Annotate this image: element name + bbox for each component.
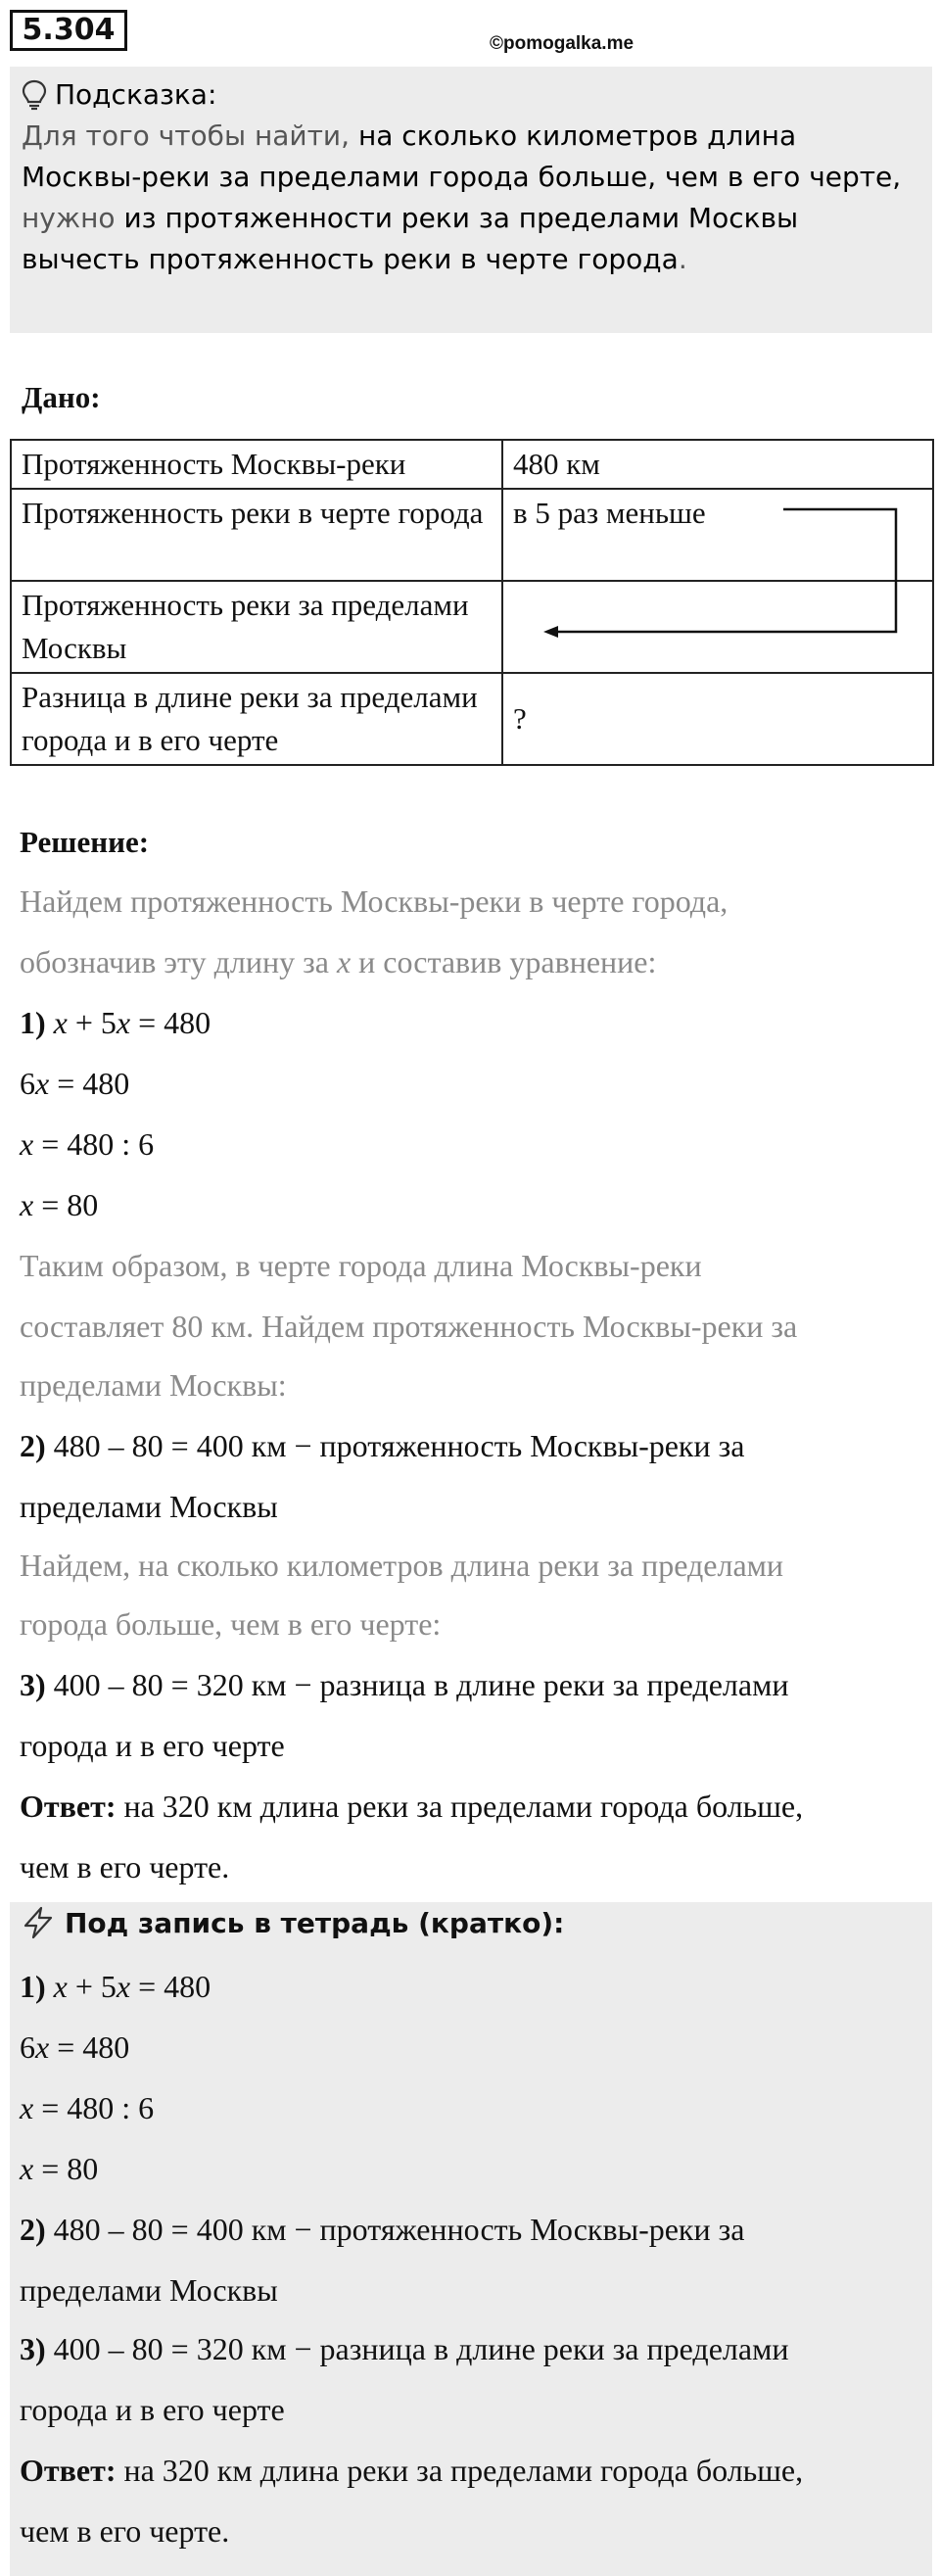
solution-text: 400 – 80 = 320 км − разница в длине реки за пределами [45,1667,789,1702]
solution-step [20,2212,744,2248]
solution-text: Таким образом, в черте города длина Москвы-реки [20,1248,702,1283]
given-label: Протяженность Москвы-реки [11,440,502,489]
variable: x [53,1969,68,2004]
solution-text: пределами Москвы [20,1489,278,1524]
step-label: 1) [20,1969,46,2004]
lightbulb-icon [22,79,47,111]
solution-step [20,1428,744,1464]
equation-text: = 480 [130,1969,212,2004]
hint-text: на сколько километров длина [357,119,797,152]
solution-text: и составив уравнение: [351,944,657,979]
hint-line-4 [22,239,920,280]
equation [20,2090,154,2126]
equation-text: + 5 [67,1969,117,2004]
equation-text: 6 [20,1066,35,1101]
answer-label: Ответ: [20,1789,117,1824]
solution-text: 400 – 80 = 320 км − разница в длине реки за пределами [45,2331,789,2366]
relation-arrow [509,490,911,646]
solution-text: составляет 80 км. Найдем протяженность Москвы-реки за [20,1309,798,1344]
solution-text: обозначив эту длину за [20,944,337,979]
variable: x [20,1126,34,1162]
solution-text: Найдем протяженность Москвы-реки в черте города, [20,883,728,919]
equation-text: 6 [20,2029,35,2065]
hint-text: из протяженности реки за пределами Москвы [123,202,799,234]
equation-text: = 480 : 6 [33,1126,155,1162]
equation-text: = 480 [130,1005,212,1040]
equation [20,1005,211,1041]
equation [20,1066,129,1102]
solution-text [20,944,656,980]
answer-text: чем в его черте. [20,1849,230,1884]
solution-text: 480 – 80 = 400 км − протяженность Москвы-реки за [45,1428,745,1463]
step-label: 1) [20,1005,46,1040]
given-label: Протяженность реки за пределами Москвы [11,581,502,673]
answer-label: Ответ: [20,2453,117,2488]
variable: x [336,944,352,979]
lightning-icon [22,1906,55,1939]
hint-text: нужно [22,202,124,234]
step-label: 2) [20,1428,46,1463]
variable: x [20,2090,34,2125]
equation-text: + 5 [67,1005,117,1040]
equation [20,2029,129,2066]
answer [20,2453,803,2489]
variable: x [20,1187,34,1222]
answer-text: на 320 км длина реки за пределами города больше, [116,2453,804,2488]
solution-text: города и в его черте [20,2392,285,2427]
hint-text: вычесть протяженность реки в черте города [22,243,679,275]
equation-text: = 480 : 6 [33,2090,155,2125]
short-note-title-row [22,1906,564,1939]
equation-text: = 480 [49,1066,130,1101]
given-label: Разница в длине реки за пределами города и в его черте [11,673,502,765]
hint-text: Для того чтобы найти, [22,119,358,152]
hint-title: Подсказка: [55,78,217,111]
variable: x [35,2029,50,2065]
variable: x [20,2151,34,2186]
short-note-title: Под запись в тетрадь (кратко): [65,1906,565,1939]
equation [20,1969,211,2005]
hint-line-3 [22,198,920,239]
equation-text: = 80 [33,2151,99,2186]
variable: x [116,1005,131,1040]
given-title: Дано: [22,380,101,414]
variable: x [116,1969,131,2004]
equation-text: = 480 [49,2029,130,2065]
solution-text: 480 – 80 = 400 км − протяженность Москвы-реки за [45,2212,745,2247]
step-label: 2) [20,2212,46,2247]
hint-line-1 [22,116,920,157]
given-value: 480 км [502,440,933,489]
equation [20,1187,98,1223]
solution-text: пределами Москвы: [20,1367,287,1403]
solution-text: города и в его черте [20,1728,285,1763]
given-value: ? [502,673,933,765]
step-label: 3) [20,2331,46,2366]
solution-text: пределами Москвы [20,2272,278,2308]
hint-title-row [22,74,920,116]
solution-title: Решение: [20,825,150,859]
solution-step [20,1667,788,1703]
equation [20,2151,98,2187]
solution-text: Найдем, на сколько километров длина реки за пределами [20,1548,784,1583]
hint-text: . [678,243,687,275]
step-label: 3) [20,1667,46,1702]
answer [20,1789,803,1825]
hint-line-2: Москвы-реки за пределами города больше, чем в его черте, [22,161,902,193]
equation [20,1126,154,1163]
solution-step [20,2331,788,2367]
site-watermark: ©pomogalka.me [490,33,634,54]
answer-text: чем в его черте. [20,2513,230,2549]
given-label: Протяженность реки в черте города [11,489,502,581]
table-row [11,673,933,765]
table-row [11,440,933,489]
hint-box [10,67,932,333]
answer-text: на 320 км длина реки за пределами города больше, [116,1789,804,1824]
equation-text: = 80 [33,1187,99,1222]
variable: x [35,1066,50,1101]
given-value: в 5 раз меньше [502,489,933,581]
solution-text: города больше, чем в его черте: [20,1606,442,1642]
problem-number: 5.304 [10,10,127,51]
variable: x [53,1005,68,1040]
